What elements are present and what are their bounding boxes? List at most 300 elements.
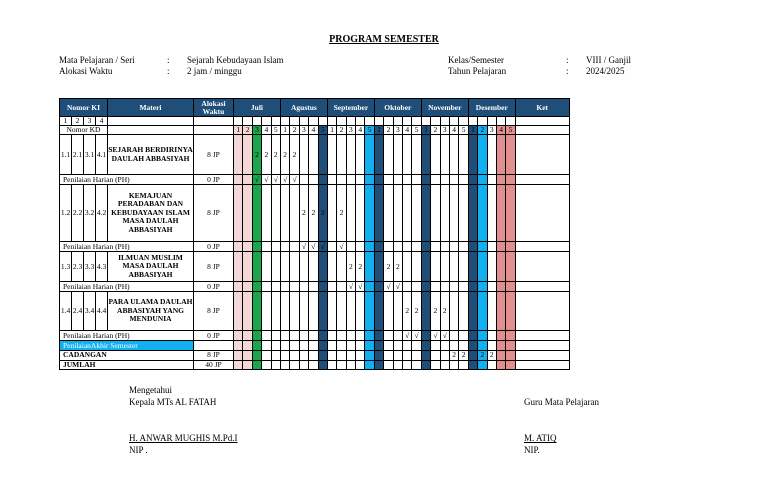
week-cell <box>506 117 515 126</box>
week-cell <box>487 117 496 126</box>
alokasi-cell: 40 JP <box>194 360 234 370</box>
week-cell <box>421 252 430 282</box>
week-cell: √ <box>280 175 289 185</box>
week-cell: √ <box>440 331 449 341</box>
week-cell: 2 <box>309 185 318 242</box>
week-cell: √ <box>252 175 261 185</box>
week-number: 5 <box>506 126 515 135</box>
week-cell <box>421 282 430 292</box>
week-cell <box>262 351 271 361</box>
week-cell <box>365 242 374 252</box>
nomor-kd-row <box>60 126 570 135</box>
week-cell <box>478 242 487 252</box>
week-cell <box>346 242 355 252</box>
week-cell <box>243 282 252 292</box>
week-cell <box>393 117 402 126</box>
week-number: 5 <box>271 126 280 135</box>
week-cell <box>252 252 261 282</box>
week-cell <box>440 242 449 252</box>
week-cell <box>262 185 271 242</box>
header-month-desember: Desember <box>468 99 515 117</box>
signature-right-name <box>524 432 557 456</box>
week-cell <box>431 360 440 370</box>
empty-cell <box>108 117 194 126</box>
week-cell <box>337 341 346 351</box>
week-cell <box>346 292 355 331</box>
week-cell <box>506 135 515 175</box>
week-cell <box>299 135 308 175</box>
week-cell <box>421 351 430 361</box>
week-cell <box>290 331 299 341</box>
week-cell <box>234 185 243 242</box>
week-cell <box>403 282 412 292</box>
penilaian-harian-row <box>60 282 570 292</box>
week-cell <box>449 135 458 175</box>
week-cell <box>271 292 280 331</box>
signature-right <box>524 396 599 408</box>
week-cell: √ <box>356 282 365 292</box>
week-cell <box>271 282 280 292</box>
summary-row <box>60 351 570 361</box>
week-cell: 2 <box>393 252 402 282</box>
week-cell <box>468 341 477 351</box>
week-cell: √ <box>431 331 440 341</box>
week-cell: √ <box>271 175 280 185</box>
week-cell <box>346 351 355 361</box>
week-cell <box>496 331 505 341</box>
week-cell <box>496 185 505 242</box>
week-cell <box>309 360 318 370</box>
week-cell <box>449 341 458 351</box>
week-number: 2 <box>337 126 346 135</box>
week-cell <box>318 292 327 331</box>
week-cell <box>384 351 393 361</box>
ki-number: 4 <box>96 117 108 126</box>
week-number: 1 <box>280 126 289 135</box>
week-cell: √ <box>393 282 402 292</box>
alokasi-cell: 0 JP <box>194 242 234 252</box>
week-cell: 2 <box>412 292 421 331</box>
kd-number: 2.4 <box>72 292 84 331</box>
week-cell <box>468 135 477 175</box>
week-cell <box>243 351 252 361</box>
week-cell <box>506 351 515 361</box>
week-cell <box>356 331 365 341</box>
week-cell <box>356 185 365 242</box>
kd-number: 1.3 <box>60 252 72 282</box>
kd-number: 3.2 <box>84 185 96 242</box>
week-cell <box>412 242 421 252</box>
week-cell <box>459 341 468 351</box>
materi-cell: KEMAJUAN PERADABAN DAN KEBUDAYAAN ISLAM MASA DAULAH ABBASIYAH <box>108 185 194 242</box>
tahun-label: Tahun Pelajaran <box>448 66 507 76</box>
week-cell <box>468 252 477 282</box>
week-cell <box>403 351 412 361</box>
week-cell <box>412 282 421 292</box>
alokasi-cell: 8 JP <box>194 351 234 361</box>
kd-number: 1.1 <box>60 135 72 175</box>
week-cell <box>393 351 402 361</box>
week-cell <box>459 242 468 252</box>
week-cell <box>374 242 383 252</box>
week-cell <box>478 331 487 341</box>
mengetahui-text: Mengetahui <box>129 385 172 395</box>
week-cell <box>327 341 336 351</box>
week-number: 5 <box>365 126 374 135</box>
header-alokasi: Alokasi Waktu <box>194 99 234 117</box>
week-cell <box>262 252 271 282</box>
week-cell <box>243 292 252 331</box>
week-cell <box>234 331 243 341</box>
header-materi: Materi <box>108 99 194 117</box>
ket-cell <box>515 185 569 242</box>
week-cell <box>449 185 458 242</box>
week-cell <box>459 292 468 331</box>
week-number: 2 <box>243 126 252 135</box>
summary-row <box>60 360 570 370</box>
week-cell <box>318 341 327 351</box>
week-cell: 2 <box>262 135 271 175</box>
week-cell <box>496 117 505 126</box>
week-cell <box>403 242 412 252</box>
ket-cell <box>515 292 569 331</box>
week-cell <box>280 360 289 370</box>
week-cell <box>262 282 271 292</box>
week-cell: 2 <box>478 351 487 361</box>
week-cell <box>459 175 468 185</box>
materi-row <box>60 252 570 282</box>
nomor-kd-label: Nomor KD <box>60 126 108 135</box>
week-cell <box>421 185 430 242</box>
week-cell <box>318 351 327 361</box>
empty-cell <box>194 117 234 126</box>
header-row <box>60 99 570 117</box>
week-cell <box>468 242 477 252</box>
week-cell <box>234 242 243 252</box>
week-cell <box>280 242 289 252</box>
kd-number: 1.2 <box>60 185 72 242</box>
tahun-colon: : <box>566 66 569 76</box>
week-cell: 2 <box>299 185 308 242</box>
week-cell <box>421 331 430 341</box>
ket-cell <box>515 360 569 370</box>
week-cell <box>478 252 487 282</box>
week-cell <box>440 282 449 292</box>
week-cell <box>365 351 374 361</box>
week-cell: √ <box>262 175 271 185</box>
week-cell <box>252 351 261 361</box>
week-cell <box>431 175 440 185</box>
week-cell: 2 <box>356 252 365 282</box>
week-cell <box>262 242 271 252</box>
week-cell <box>412 351 421 361</box>
week-cell <box>449 242 458 252</box>
week-cell <box>252 185 261 242</box>
materi-cell: SEJARAH BERDIRINYA DAULAH ABBASIYAH <box>108 135 194 175</box>
week-cell <box>318 331 327 341</box>
week-cell <box>374 341 383 351</box>
week-cell <box>403 175 412 185</box>
week-cell <box>468 175 477 185</box>
week-cell <box>384 331 393 341</box>
penilaian-akhir-label: PenilaianAkhir Semester <box>60 341 194 351</box>
week-cell <box>337 351 346 361</box>
week-cell: 2 <box>487 351 496 361</box>
week-cell <box>459 117 468 126</box>
week-cell: √ <box>346 282 355 292</box>
week-cell <box>468 360 477 370</box>
week-cell <box>243 185 252 242</box>
signature-left-name <box>129 432 238 456</box>
guru-title: Guru Mata Pelajaran <box>524 397 599 407</box>
week-cell <box>346 175 355 185</box>
week-cell <box>487 331 496 341</box>
week-cell <box>252 117 261 126</box>
week-cell <box>506 331 515 341</box>
week-number: 1 <box>234 126 243 135</box>
summary-label: JUMLAH <box>60 360 194 370</box>
info-block <box>0 0 768 90</box>
week-cell <box>262 360 271 370</box>
week-number: 4 <box>449 126 458 135</box>
week-cell <box>234 282 243 292</box>
week-cell <box>449 360 458 370</box>
week-cell <box>290 185 299 242</box>
week-cell <box>412 175 421 185</box>
week-cell <box>271 252 280 282</box>
mapel-value: Sejarah Kebudayaan Islam <box>187 55 284 65</box>
week-cell <box>290 117 299 126</box>
week-cell <box>290 292 299 331</box>
week-cell <box>440 117 449 126</box>
week-cell <box>487 292 496 331</box>
penilaian-harian-label: Penilaian Harian (PH) <box>60 282 194 292</box>
week-cell <box>421 117 430 126</box>
materi-cell: ILMUAN MUSLIM MASA DAULAH ABBASIYAH <box>108 252 194 282</box>
week-cell <box>365 117 374 126</box>
empty-cell <box>194 126 234 135</box>
week-cell: 2 <box>252 135 261 175</box>
week-cell <box>403 117 412 126</box>
header-month-september: September <box>327 99 374 117</box>
week-cell <box>327 331 336 341</box>
week-cell <box>243 360 252 370</box>
week-cell: 2 <box>346 252 355 282</box>
week-number: 1 <box>468 126 477 135</box>
header-month-oktober: Oktober <box>374 99 421 117</box>
kepala-title: Kepala MTs AL FATAH <box>129 397 217 407</box>
week-cell <box>365 341 374 351</box>
week-cell <box>365 292 374 331</box>
week-cell <box>487 185 496 242</box>
week-cell <box>506 282 515 292</box>
week-cell <box>440 135 449 175</box>
week-cell <box>496 135 505 175</box>
ket-cell <box>515 341 569 351</box>
week-cell <box>412 185 421 242</box>
week-number: 2 <box>384 126 393 135</box>
week-cell <box>356 135 365 175</box>
week-cell <box>309 252 318 282</box>
week-cell <box>393 331 402 341</box>
week-cell <box>365 331 374 341</box>
mapel-label: Mata Pelajaran / Seri <box>59 55 135 65</box>
week-cell <box>374 360 383 370</box>
week-cell <box>337 282 346 292</box>
week-cell <box>271 341 280 351</box>
kelas-value: VIII / Ganjil <box>586 55 631 65</box>
week-cell <box>234 341 243 351</box>
header-month-november: November <box>421 99 468 117</box>
week-cell <box>327 117 336 126</box>
week-cell <box>346 117 355 126</box>
week-number: 2 <box>478 126 487 135</box>
week-cell <box>280 292 289 331</box>
week-cell <box>243 331 252 341</box>
week-cell <box>243 135 252 175</box>
week-cell <box>309 292 318 331</box>
ket-cell <box>515 117 569 126</box>
kepala-nip: NIP . <box>129 445 148 455</box>
week-cell <box>243 117 252 126</box>
week-cell <box>459 282 468 292</box>
week-cell <box>318 135 327 175</box>
week-number: 2 <box>431 126 440 135</box>
week-cell <box>280 331 289 341</box>
week-number: 5 <box>412 126 421 135</box>
week-cell <box>234 252 243 282</box>
week-cell <box>299 252 308 282</box>
week-cell <box>252 341 261 351</box>
week-cell <box>346 135 355 175</box>
week-cell <box>487 360 496 370</box>
week-number: 5 <box>459 126 468 135</box>
week-cell <box>403 185 412 242</box>
kd-number: 4.1 <box>96 135 108 175</box>
week-cell <box>271 360 280 370</box>
week-cell <box>356 242 365 252</box>
week-cell <box>496 242 505 252</box>
week-cell <box>496 175 505 185</box>
week-cell <box>356 360 365 370</box>
week-cell <box>243 252 252 282</box>
week-cell <box>506 185 515 242</box>
week-cell <box>403 360 412 370</box>
week-cell <box>431 282 440 292</box>
kd-number: 4.3 <box>96 252 108 282</box>
week-cell <box>252 292 261 331</box>
week-number: 1 <box>374 126 383 135</box>
alokasi-colon: : <box>167 66 170 76</box>
alokasi-cell: 8 JP <box>194 135 234 175</box>
penilaian-harian-row <box>60 331 570 341</box>
week-cell <box>318 360 327 370</box>
week-cell <box>356 341 365 351</box>
week-cell <box>290 252 299 282</box>
week-cell: 2 <box>318 185 327 242</box>
week-cell <box>487 135 496 175</box>
header-month-agustus: Agustus <box>280 99 327 117</box>
kd-number: 4.4 <box>96 292 108 331</box>
week-cell <box>384 175 393 185</box>
header-ket: Ket <box>515 99 569 117</box>
week-cell <box>356 351 365 361</box>
week-number: 3 <box>440 126 449 135</box>
week-cell <box>496 292 505 331</box>
week-cell <box>290 282 299 292</box>
week-cell <box>299 351 308 361</box>
week-cell <box>365 252 374 282</box>
week-cell <box>459 331 468 341</box>
week-cell: √ <box>337 242 346 252</box>
week-cell <box>280 341 289 351</box>
week-cell <box>440 351 449 361</box>
week-cell <box>506 175 515 185</box>
guru-nip: NIP. <box>524 445 540 455</box>
week-cell <box>403 135 412 175</box>
week-cell <box>365 135 374 175</box>
penilaian-harian-row <box>60 242 570 252</box>
kd-number: 2.1 <box>72 135 84 175</box>
week-cell <box>431 135 440 175</box>
kd-number: 3.3 <box>84 252 96 282</box>
week-cell <box>299 292 308 331</box>
week-cell <box>299 282 308 292</box>
week-cell: 2 <box>280 135 289 175</box>
ket-cell <box>515 331 569 341</box>
week-cell <box>421 341 430 351</box>
week-cell <box>440 185 449 242</box>
week-cell <box>384 185 393 242</box>
week-cell <box>271 185 280 242</box>
ket-cell <box>515 135 569 175</box>
week-number: 5 <box>318 126 327 135</box>
week-cell <box>318 175 327 185</box>
week-cell <box>393 360 402 370</box>
header-month-juli: Juli <box>234 99 281 117</box>
week-cell <box>299 331 308 341</box>
week-cell <box>309 117 318 126</box>
week-cell <box>309 175 318 185</box>
week-cell <box>449 117 458 126</box>
week-cell <box>506 341 515 351</box>
week-cell: 2 <box>290 135 299 175</box>
week-cell <box>271 117 280 126</box>
week-cell <box>374 175 383 185</box>
week-cell <box>365 282 374 292</box>
summary-label: CADANGAN <box>60 351 194 361</box>
week-cell <box>487 341 496 351</box>
ki-number: 1 <box>60 117 72 126</box>
week-cell <box>234 351 243 361</box>
week-cell <box>356 117 365 126</box>
week-cell <box>346 360 355 370</box>
week-cell <box>431 185 440 242</box>
kd-number: 1.4 <box>60 292 72 331</box>
week-cell <box>280 185 289 242</box>
week-cell <box>252 282 261 292</box>
week-cell <box>327 282 336 292</box>
week-cell <box>290 341 299 351</box>
week-cell <box>327 360 336 370</box>
week-cell <box>290 360 299 370</box>
ket-cell <box>515 351 569 361</box>
week-cell <box>271 242 280 252</box>
week-cell <box>393 135 402 175</box>
week-cell <box>234 175 243 185</box>
week-cell: √ <box>299 242 308 252</box>
week-number: 4 <box>262 126 271 135</box>
